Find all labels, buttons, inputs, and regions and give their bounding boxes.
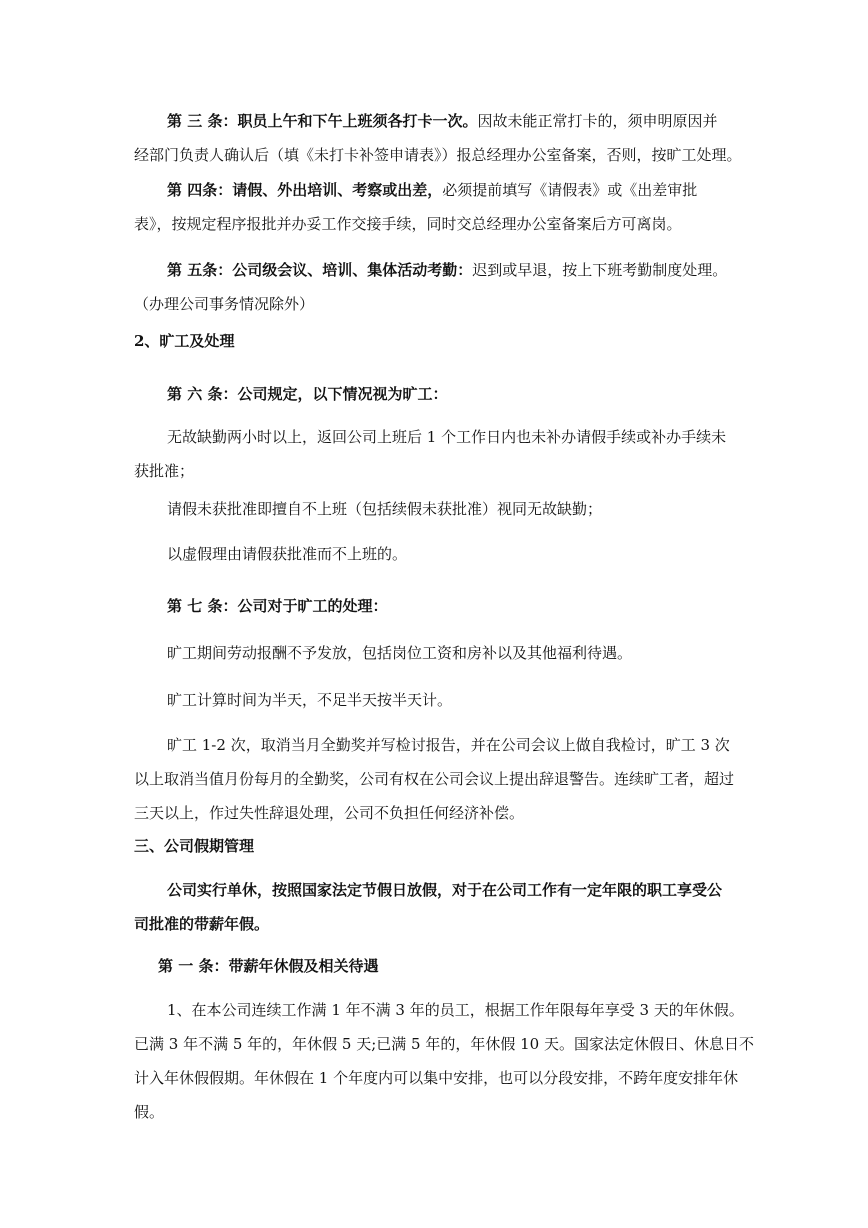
- article-7-item-1-block: [134, 636, 744, 670]
- article-5-line-2: （办理公司事务情况除外）: [134, 295, 315, 313]
- article-3-text: 因故未能正常打卡的，须申明原因并: [477, 112, 718, 130]
- article-5: [134, 253, 744, 321]
- article-6-item-3-block: [134, 537, 744, 571]
- leave-article-1-line-3: 计入年休假假期。年休假在 1 个年度内可以集中安排，也可以分段安排，不跨年度安排年休: [134, 1069, 739, 1087]
- article-7-heading-block: [134, 589, 744, 623]
- article-6-item-2: 请假未获批准即擅自不上班（包括续假未获批准）视同无故缺勤；: [167, 500, 603, 518]
- leave-article-1-body: [134, 993, 754, 1129]
- article-6-heading-block: [134, 377, 744, 411]
- article-6-item-1-line-2: 获批准；: [134, 462, 195, 480]
- holiday-intro-line-1: 公司实行单休，按照国家法定节假日放假，对于在公司工作有一定年限的职工享受公: [167, 881, 723, 899]
- leave-article-1-line-1: 1、在本公司连续工作满 1 年不满 3 年的员工，根据工作年限每年享受 3 天的年休假。: [167, 1001, 744, 1019]
- article-4-line-1: [134, 173, 744, 207]
- article-7-item-2-block: [134, 683, 744, 717]
- article-4-line-2: 表》，按规定程序报批并办妥工作交接手续，同时交总经理办公室备案后方可离岗。: [134, 215, 682, 233]
- leave-article-1-heading: 第 一 条：带薪年休假及相关待遇: [158, 957, 379, 975]
- holiday-intro-line-2: 司批准的带薪年假。: [134, 915, 270, 933]
- article-5-text: 迟到或早退，按上下班考勤制度处理。: [472, 261, 728, 279]
- article-3-line-2: 经部门负责人确认后（填《未打卡补签申请表》）报总经理办公室备案，否则，按旷工处理。: [134, 146, 742, 164]
- article-6-item-1-line-1: 无故缺勤两小时以上，返回公司上班后 1 个工作日内也未补办请假手续或补办手续未: [167, 428, 727, 446]
- article-6-item-3: 以虚假理由请假获批准而不上班的。: [167, 545, 408, 563]
- article-6-item-2-block: [134, 492, 744, 526]
- leave-article-1-line-2: 已满 3 年不满 5 年的，年休假 5 天;已满 5 年的，年休假 10 天。国家法定休假日、休息日不: [134, 1035, 754, 1053]
- article-7-item-3-line-3: 三天以上，作过失性辞退处理，公司不负担任何经济补偿。: [134, 804, 525, 822]
- section-2-heading: 2、旷工及处理: [134, 332, 235, 350]
- section-2-heading-block: [134, 324, 744, 358]
- holiday-intro: [134, 873, 744, 941]
- article-4: [134, 173, 744, 241]
- article-7-item-3: [134, 728, 744, 830]
- article-6-heading: 第 六 条：公司规定，以下情况视为旷工：: [167, 385, 448, 403]
- leave-article-1-heading-block: [134, 949, 744, 983]
- article-5-lead: 第 五条：公司级会议、培训、集体活动考勤：: [167, 261, 473, 279]
- article-7-item-2: 旷工计算时间为半天，不足半天按半天计。: [167, 691, 453, 709]
- article-3-line-1: [134, 104, 744, 138]
- section-3-heading-block: [134, 829, 744, 863]
- article-6-item-1: [134, 420, 744, 488]
- article-4-text: 必须提前填写《请假表》或《出差审批: [442, 181, 698, 199]
- article-4-lead: 第 四条：请假、外出培训、考察或出差，: [167, 181, 443, 199]
- section-3-heading: 三、公司假期管理: [134, 837, 255, 855]
- article-7-item-3-line-2: 以上取消当值月份每月的全勤奖，公司有权在公司会议上提出辞退警告。连续旷工者，超过: [134, 770, 735, 788]
- article-7-item-3-line-1: 旷工 1-2 次，取消当月全勤奖并写检讨报告，并在公司会议上做自我检讨，旷工 3 次: [167, 736, 730, 754]
- article-3: [134, 104, 744, 172]
- article-5-line-1: [134, 253, 744, 287]
- leave-article-1-line-4: 假。: [134, 1103, 165, 1121]
- article-3-lead: 第 三 条：职员上午和下午上班须各打卡一次。: [167, 112, 478, 130]
- article-7-item-1: 旷工期间劳动报酬不予发放，包括岗位工资和房补以及其他福利待遇。: [167, 644, 633, 662]
- article-7-heading: 第 七 条：公司对于旷工的处理：: [167, 597, 388, 615]
